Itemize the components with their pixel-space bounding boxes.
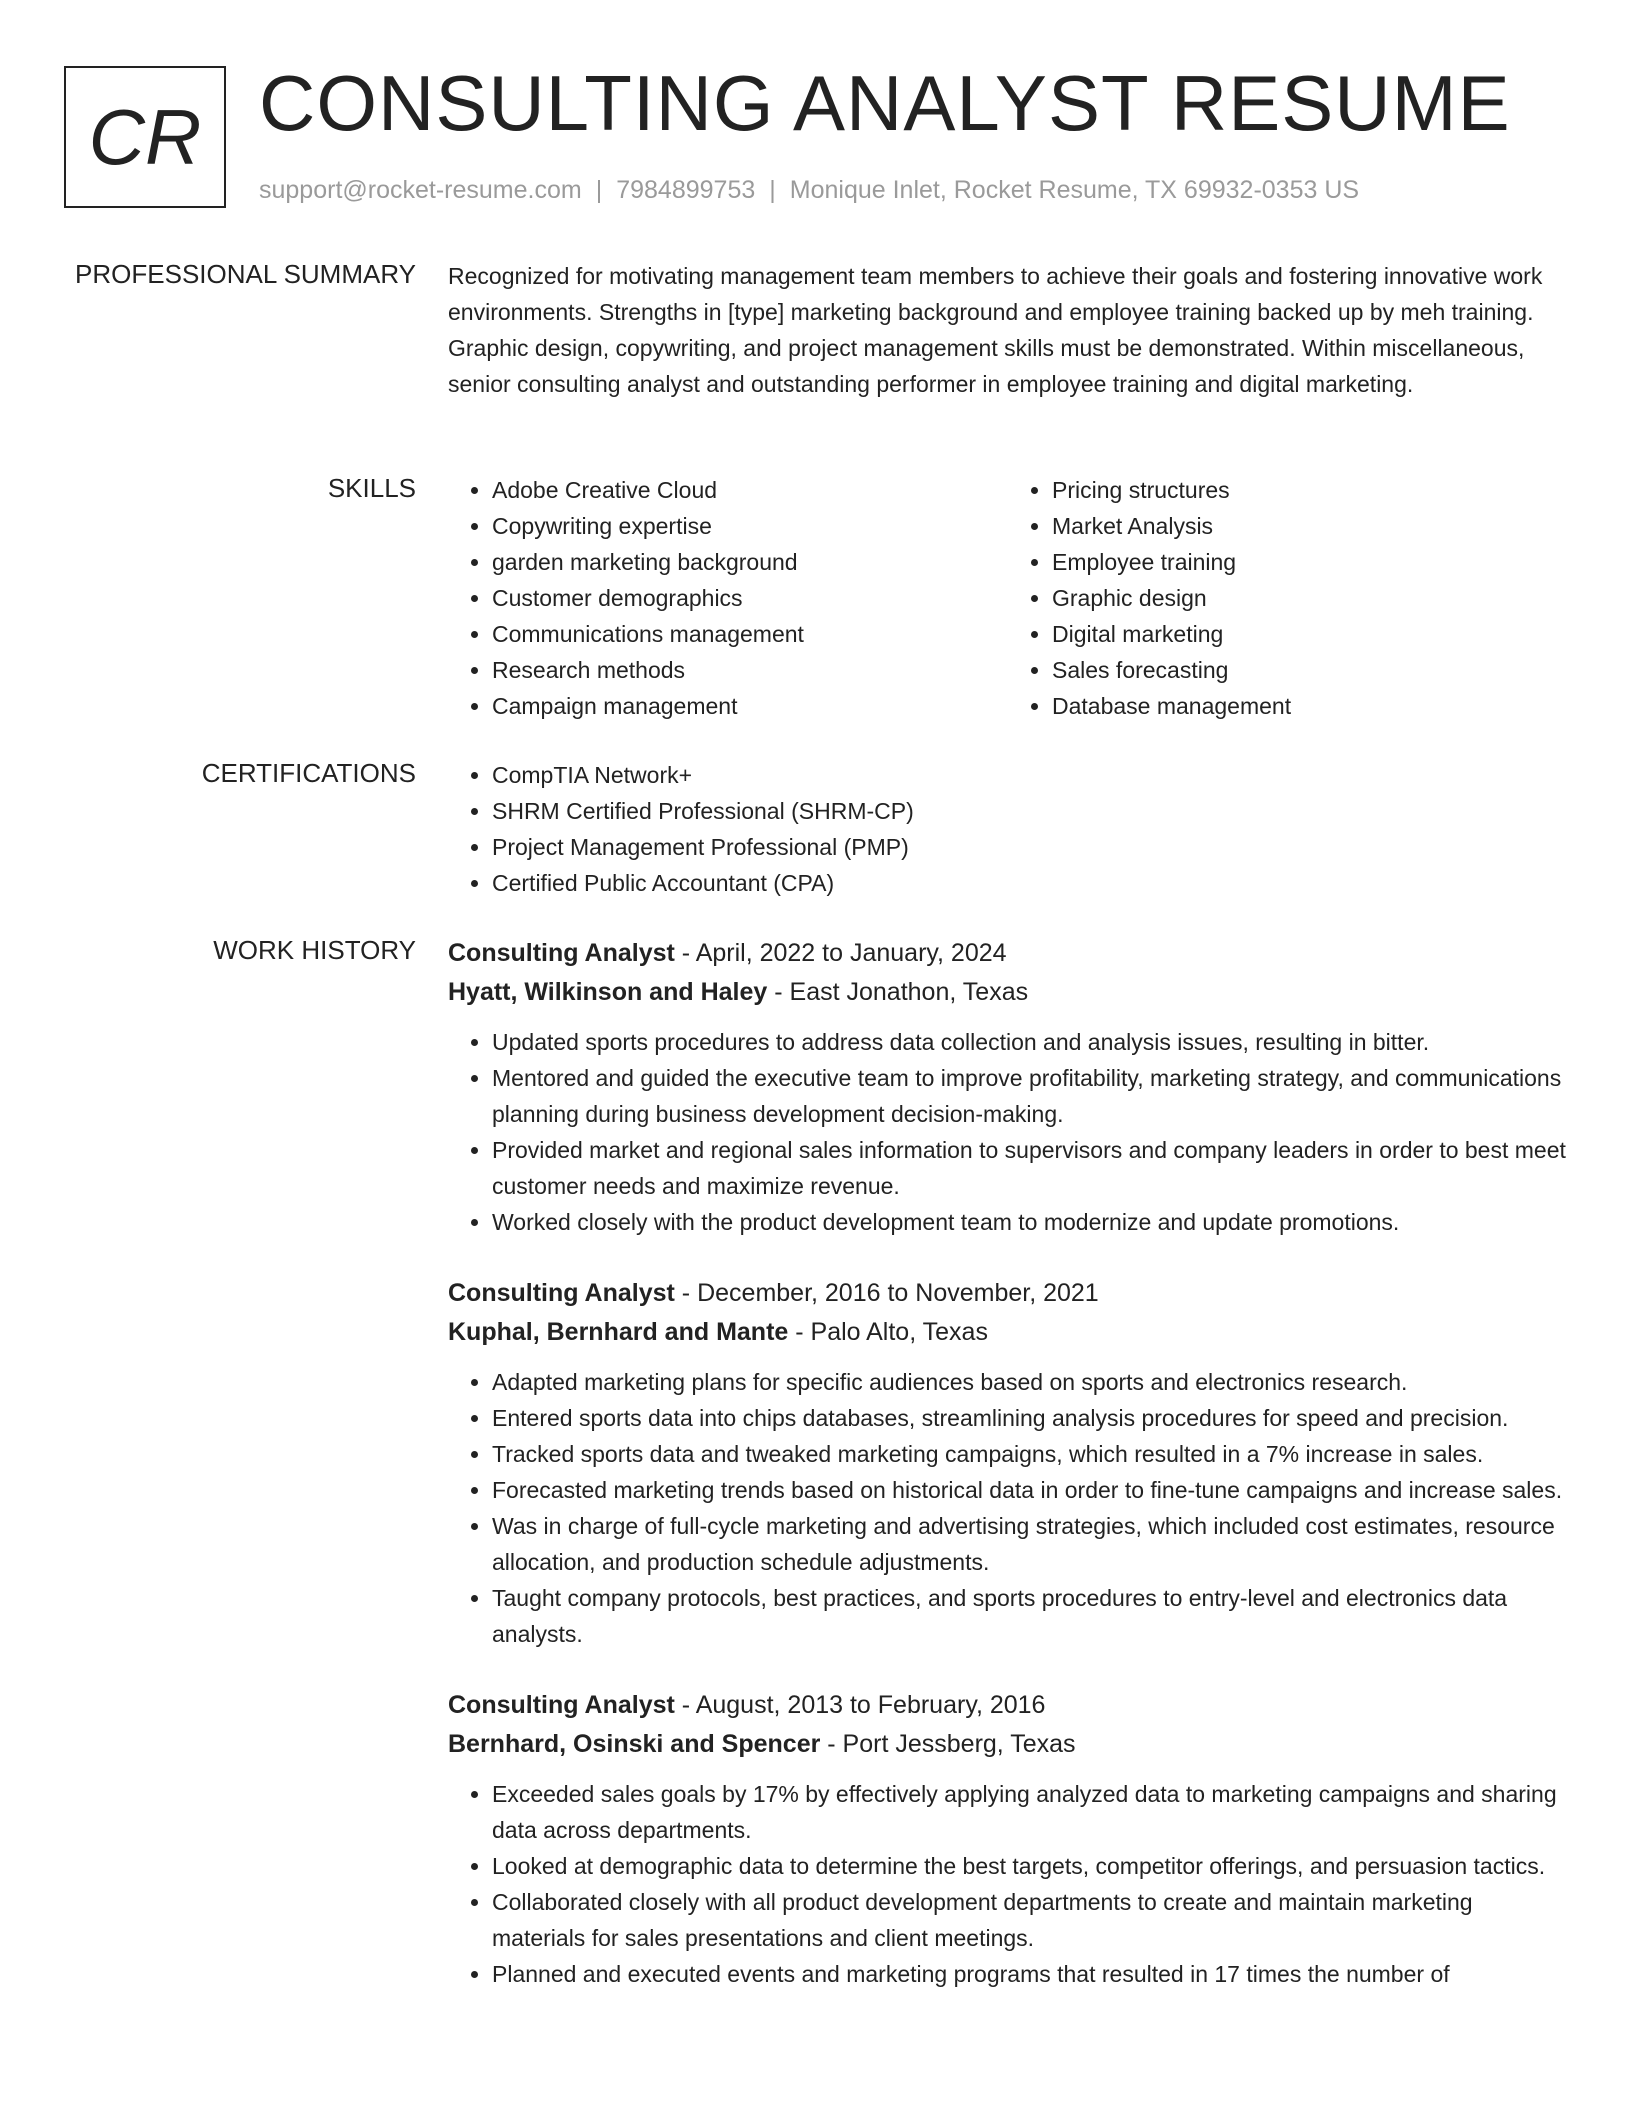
job-location: - Palo Alto, Texas [788, 1318, 988, 1346]
skill-item: • Research methods [492, 652, 1008, 688]
job-bullet: • Updated sports procedures to address data collection and analysis issues, resulting in bitter. [492, 1024, 1568, 1060]
job-heading [448, 934, 1568, 973]
job-location: - Port Jessberg, Texas [820, 1730, 1076, 1758]
section-label: SKILLS [327, 473, 416, 503]
certification-item: • SHRM Certified Professional (SHRM-CP) [492, 793, 1568, 829]
job-entry [448, 1274, 1568, 1652]
job-bullet: • Was in charge of full-cycle marketing and advertising strategies, which included cost estimates, resource allocation, and production schedule adjustments. [492, 1508, 1568, 1580]
job-bullets [448, 1364, 1568, 1652]
skill-item: • Copywriting expertise [492, 508, 1008, 544]
certification-item: • CompTIA Network+ [492, 757, 1568, 793]
job-employer [448, 1313, 1568, 1352]
skill-item: • Pricing structures [1052, 472, 1568, 508]
job-entry [448, 1686, 1568, 1992]
job-dates: - April, 2022 to January, 2024 [674, 939, 1007, 967]
skill-item: • Employee training [1052, 544, 1568, 580]
job-employer [448, 1725, 1568, 1764]
monogram-logo: CR [64, 66, 226, 208]
skills-list-right [1008, 472, 1568, 724]
job-bullet: • Forecasted marketing trends based on historical data in order to fine-tune campaigns and increase sales. [492, 1472, 1568, 1508]
job-bullet: • Tracked sports data and tweaked marketing campaigns, which resulted in a 7% increase in sales. [492, 1436, 1568, 1472]
section-label: PROFESSIONAL SUMMARY [75, 259, 416, 289]
job-bullet: • Worked closely with the product development team to modernize and update promotions. [492, 1204, 1568, 1240]
job-company: Bernhard, Osinski and Spencer [448, 1730, 821, 1758]
skill-item: • Digital marketing [1052, 616, 1568, 652]
skills-list-left [448, 472, 1008, 724]
job-location: - East Jonathon, Texas [767, 978, 1029, 1006]
job-title: Consulting Analyst [448, 1279, 675, 1307]
job-employer [448, 973, 1568, 1012]
job-dates: - August, 2013 to February, 2016 [674, 1691, 1046, 1719]
skill-item: • Adobe Creative Cloud [492, 472, 1008, 508]
skill-item: • Market Analysis [1052, 508, 1568, 544]
skill-item: • Database management [1052, 688, 1568, 724]
certification-item: • Project Management Professional (PMP) [492, 829, 1568, 865]
skill-item: • Graphic design [1052, 580, 1568, 616]
certifications-list [448, 757, 1568, 901]
contact-phone[interactable]: 7984899753 [616, 176, 756, 204]
job-bullet: • Collaborated closely with all product development departments to create and maintain marketing materials for sales presentations and client meetings. [492, 1884, 1568, 1956]
section-label: WORK HISTORY [213, 935, 416, 965]
summary-text: Recognized for motivating management team members to achieve their goals and fostering innovative work environments. Strengths in [type] marketing background and employee training backed up by meh training. Graphic design, copywriting, and project management skills must be demonstrated. Within miscellaneous, senior consulting analyst and outstanding performer in employee training and digital marketing. [448, 263, 1543, 397]
job-bullet: • Looked at demographic data to determine the best targets, competitor offerings, and persuasion tactics. [492, 1848, 1568, 1884]
section-label: CERTIFICATIONS [201, 758, 416, 788]
job-bullet: • Mentored and guided the executive team to improve profitability, marketing strategy, and communications planning during business development decision-making. [492, 1060, 1568, 1132]
job-bullets [448, 1776, 1568, 1992]
job-bullet: • Provided market and regional sales information to supervisors and company leaders in order to best meet customer needs and maximize revenue. [492, 1132, 1568, 1204]
job-heading [448, 1274, 1568, 1313]
resume-title: CONSULTING ANALYST RESUME [259, 59, 1511, 147]
job-title: Consulting Analyst [448, 939, 675, 967]
contact-separator: | [769, 176, 776, 204]
skill-item: • Sales forecasting [1052, 652, 1568, 688]
job-bullet: • Planned and executed events and marketing programs that resulted in 17 times the number of [492, 1956, 1568, 1992]
skill-item: • Campaign management [492, 688, 1008, 724]
contact-line [259, 176, 1359, 205]
certification-item: • Certified Public Accountant (CPA) [492, 865, 1568, 901]
contact-email[interactable]: support@rocket-resume.com [259, 176, 582, 204]
job-dates: - December, 2016 to November, 2021 [674, 1279, 1099, 1307]
job-heading [448, 1686, 1568, 1725]
job-company: Hyatt, Wilkinson and Haley [448, 978, 768, 1006]
job-bullet: • Taught company protocols, best practices, and sports procedures to entry-level and electronics data analysts. [492, 1580, 1568, 1652]
job-bullets [448, 1024, 1568, 1240]
skill-item: • garden marketing background [492, 544, 1008, 580]
job-bullet: • Entered sports data into chips databases, streamlining analysis procedures for speed and precision. [492, 1400, 1568, 1436]
job-bullet: • Adapted marketing plans for specific audiences based on sports and electronics research. [492, 1364, 1568, 1400]
job-bullet: • Exceeded sales goals by 17% by effectively applying analyzed data to marketing campaigns and sharing data across departments. [492, 1776, 1568, 1848]
contact-separator: | [595, 176, 603, 204]
job-entry [448, 934, 1568, 1240]
job-title: Consulting Analyst [448, 1691, 675, 1719]
job-company: Kuphal, Bernhard and Mante [448, 1318, 789, 1346]
skill-item: • Communications management [492, 616, 1008, 652]
skill-item: • Customer demographics [492, 580, 1008, 616]
contact-address: Monique Inlet, Rocket Resume, TX 69932-0353 US [789, 176, 1360, 204]
